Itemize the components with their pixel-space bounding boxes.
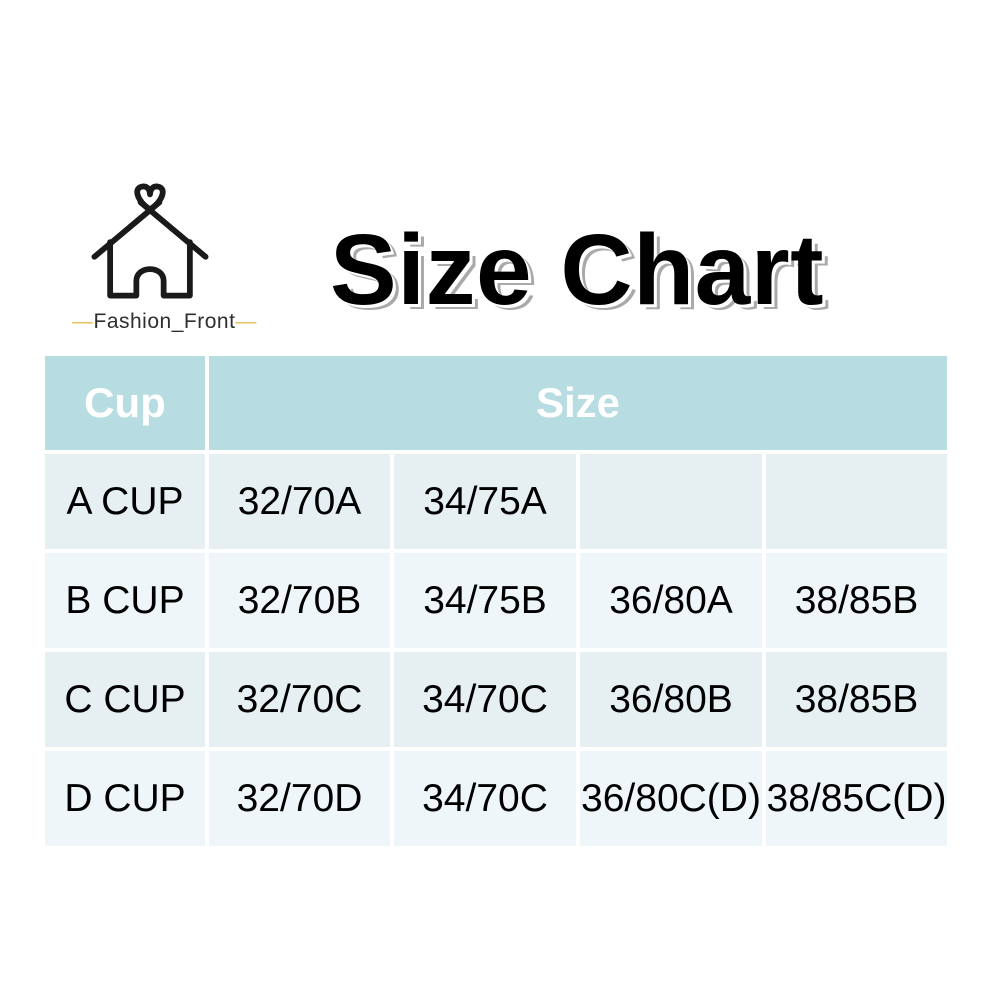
brand-name-line [72,310,257,334]
cup-column-header: Cup [45,356,205,450]
size-cell: 32/70D [209,751,390,846]
cup-row-label: C CUP [45,652,205,747]
cup-row-label: B CUP [45,553,205,648]
size-cell: 34/75A [394,454,576,549]
size-cell: 34/70C [394,751,576,846]
size-table [45,356,947,846]
brand-name: Fashion_Front [93,310,236,333]
cup-row-label: A CUP [45,454,205,549]
size-cell: 34/75B [394,553,576,648]
size-cell: 36/80B [580,652,762,747]
size-cell: 38/85B [766,652,947,747]
size-cell: 38/85B [766,553,947,648]
size-cell: 32/70B [209,553,390,648]
size-cell: 32/70C [209,652,390,747]
brand-dash-left: — [72,310,94,333]
size-cell: 36/80A [580,553,762,648]
size-cell: 32/70A [209,454,390,549]
size-cell-empty [766,454,947,549]
brand-logo [72,176,257,334]
brand-dash-right: — [235,310,257,333]
size-cell: 34/70C [394,652,576,747]
size-column-header: Size [209,356,947,450]
size-cell: 36/80C(D) [580,751,762,846]
page-title: Size Chart [330,214,825,326]
house-heart-icon [87,176,213,304]
size-cell: 38/85C(D) [766,751,947,846]
cup-row-label: D CUP [45,751,205,846]
size-cell-empty [580,454,762,549]
